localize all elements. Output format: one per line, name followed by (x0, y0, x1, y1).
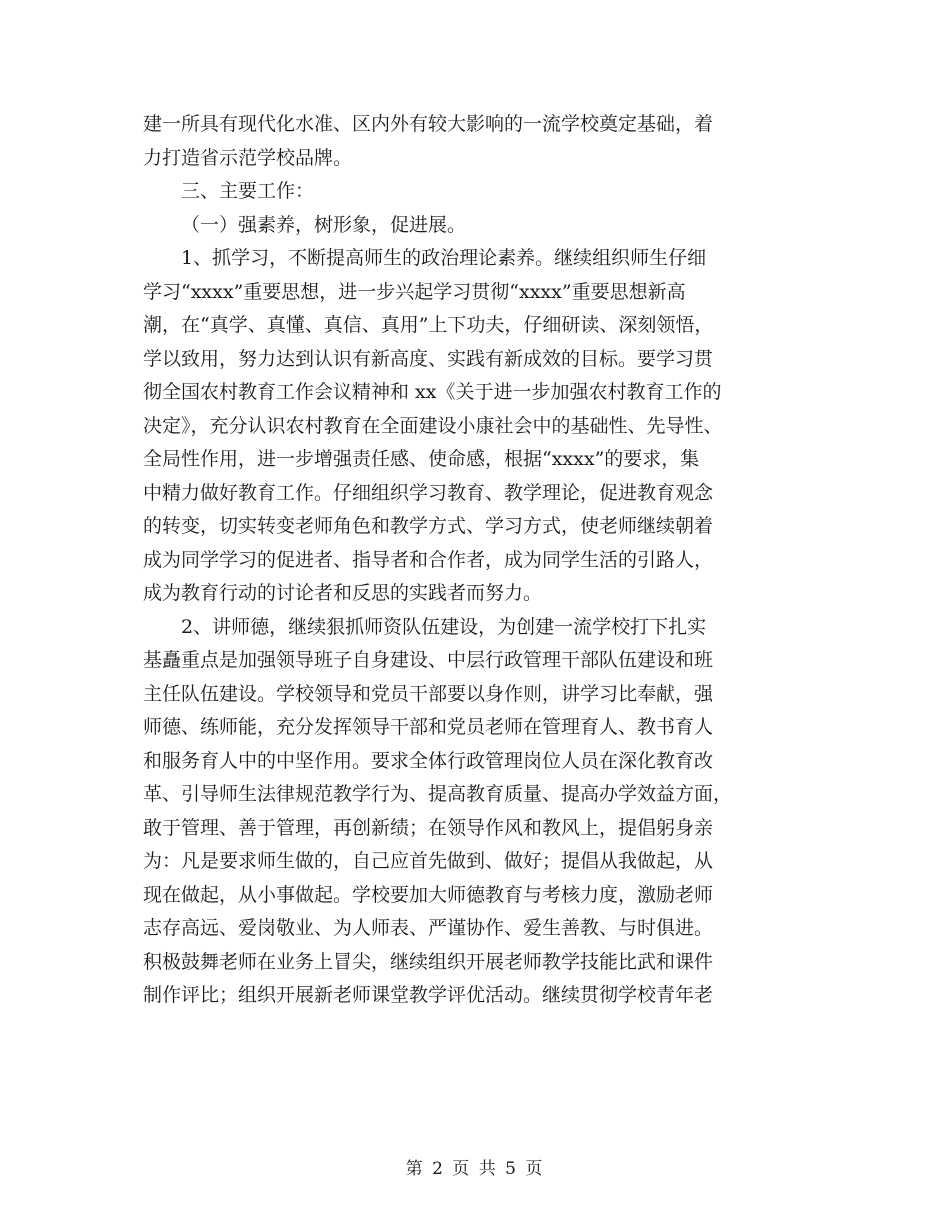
text-line: 潮，在“真学、真懂、真信、真用”上下功夫，仔细研读、深刻领悟， (143, 314, 714, 336)
text-line: 三、主要工作： (181, 180, 315, 202)
text-line: 全局性作用，进一步增强责任感、使命感，根据“xxxx”的要求，集 (143, 448, 700, 470)
text-line: 革、引导师生法律规范教学行为、提高教育质量、提高办学效益方面， (143, 783, 733, 805)
text-line: 为：凡是要求师生做的，自己应首先做到、做好；提倡从我做起，从 (143, 850, 714, 872)
paragraph-teacher-ethics (143, 611, 811, 1013)
text-line: 中精力做好教育工作。仔细组织学习教育、教学理论，促进教育观念 (143, 481, 714, 504)
section-heading-main-work (143, 175, 811, 209)
text-line: 学习“xxxx”重要思想，进一步兴起学习贯彻“xxxx”重要思想新高 (143, 280, 686, 303)
text-line: 彻全国农村教育工作会议精神和 xx《关于进一步加强农村教育工作的 (143, 381, 722, 403)
text-line: 成为同学学习的促进者、指导者和合作者，成为同学生活的引路人， (143, 548, 714, 571)
document-body (143, 108, 811, 1013)
subsection-heading-1 (143, 209, 811, 243)
text-line: （一）强素养，树形象，促进展。 (181, 213, 467, 236)
text-line: 学以致用，努力达到认识有新高度、实践有新成效的目标。要学习贯 (143, 347, 714, 370)
text-line: 基矗重点是加强领导班子自身建设、中层行政管理干部队伍建设和班 (143, 649, 714, 671)
text-line: 制作评比；组织开展新老师课堂教学评优活动。继续贯彻学校青年老 (143, 984, 714, 1006)
text-line: 敢于管理、善于管理，再创新绩；在领导作风和教风上，提倡躬身亲 (143, 816, 714, 839)
text-line: 主任队伍建设。学校领导和党员干部要以身作则，讲学习比奉献，强 (143, 682, 714, 705)
text-line: 成为教育行动的讨论者和反思的实践者而努力。 (143, 582, 543, 604)
text-line: 的转变，切实转变老师角色和教学方式、学习方式，使老师继续朝着 (143, 515, 714, 537)
text-line: 和服务育人中的中坚作用。要求全体行政管理岗位人员在深化教育改 (143, 749, 714, 772)
text-line: 积极鼓舞老师在业务上冒尖，继续组织开展老师教学技能比武和课件 (143, 950, 714, 973)
text-line: 师德、练师能，充分发挥领导干部和党员老师在管理育人、教书育人 (143, 716, 714, 738)
text-line: 1、抓学习，不断提高师生的政治理论素养。继续组织师生仔细 (181, 247, 707, 269)
text-line: 志存高远、爱岗敬业、为人师表、严谨协作、爱生善教、与时俱进。 (143, 917, 714, 939)
paragraph-study (143, 242, 811, 611)
page-number-footer: 第 2 页 共 5 页 (405, 1159, 545, 1179)
text-line: 建一所具有现代化水准、区内外有较大影响的一流学校奠定基础，着 (143, 113, 714, 135)
text-line: 决定》，充分认识农村教育在全面建设小康社会中的基础性、先导性、 (143, 414, 723, 437)
text-line: 力打造省示范学校品牌。 (143, 146, 353, 169)
text-line: 2、讲师德，继续狠抓师资队伍建设，为创建一流学校打下扎实 (181, 615, 707, 638)
paragraph-goal (143, 108, 811, 175)
text-line: 现在做起，从小事做起。学校要加大师德教育与考核力度，激励老师 (143, 883, 714, 906)
